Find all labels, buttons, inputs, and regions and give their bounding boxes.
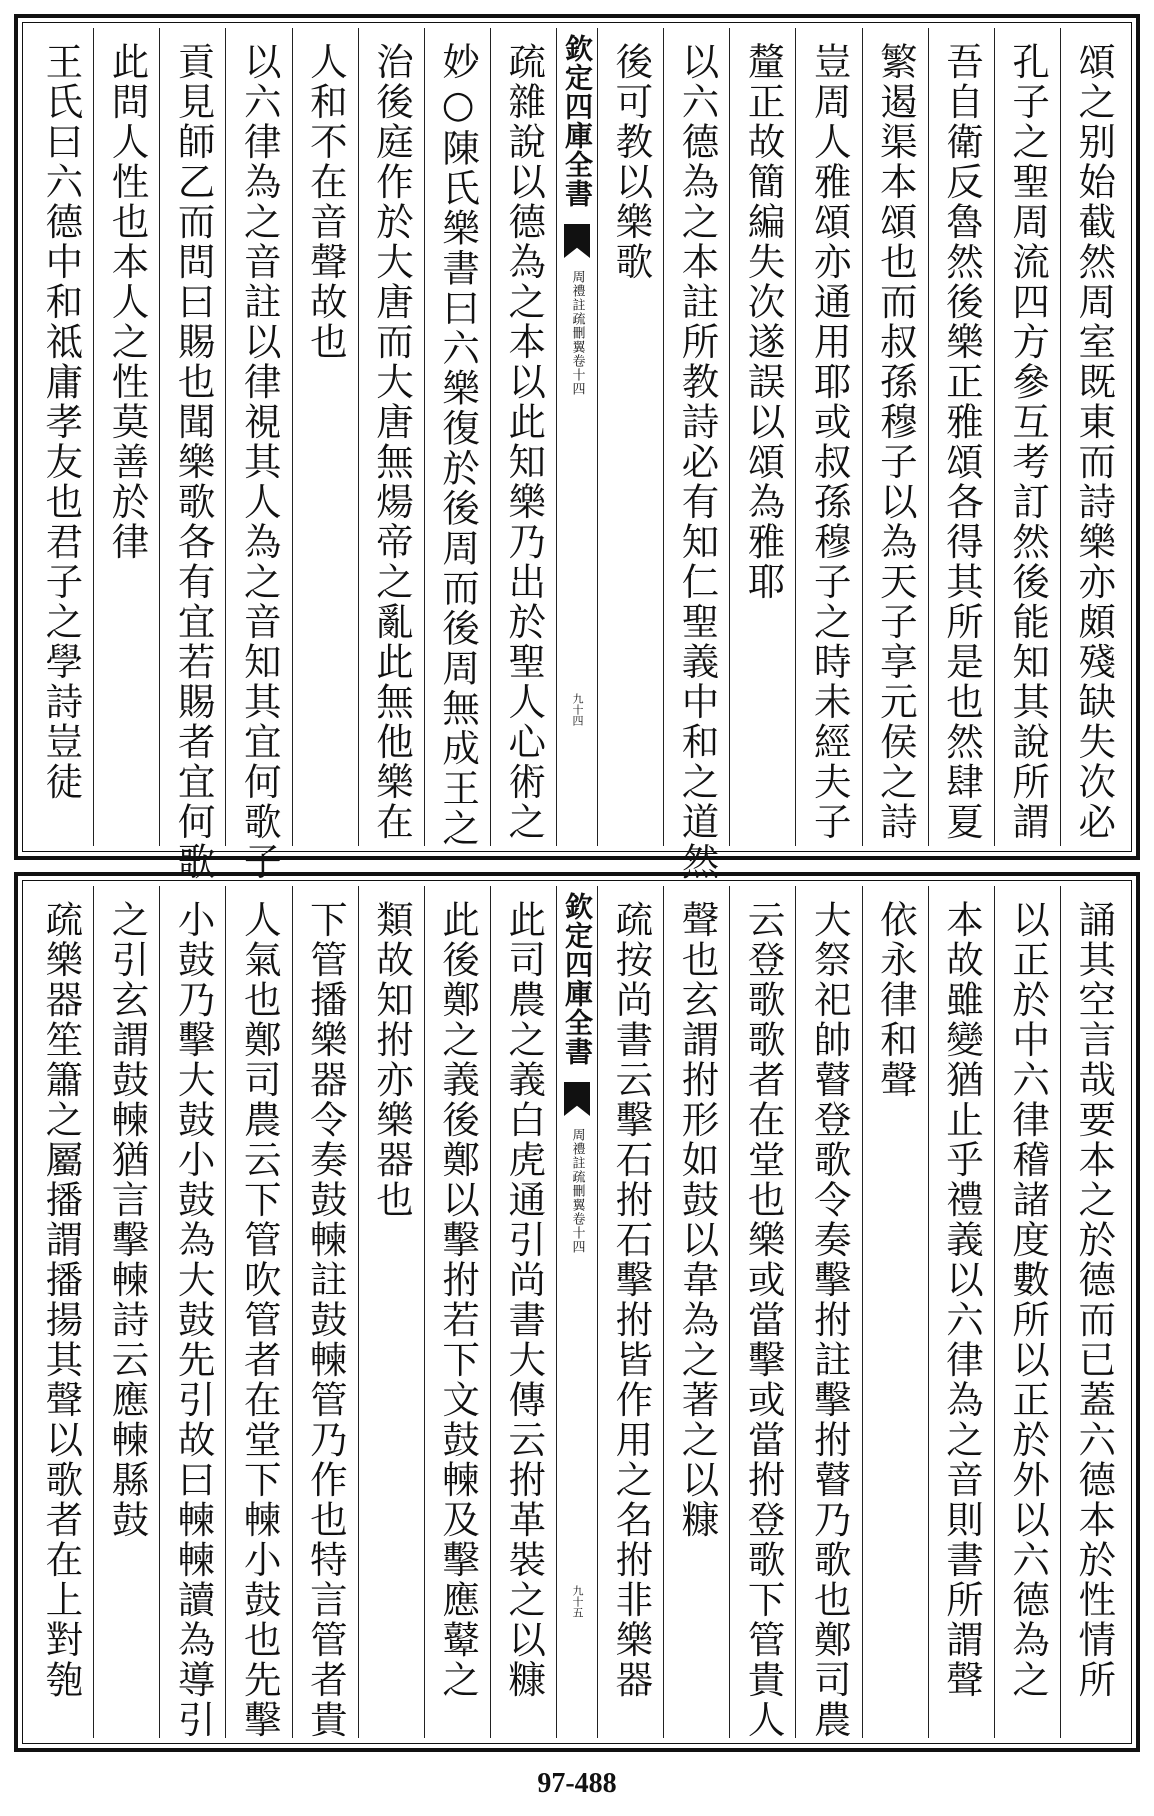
text-column: 王氏曰六德中和祗庸孝友也君子之學詩豈徒 (39, 42, 84, 802)
folio-number: 九十四 (571, 693, 584, 726)
text-column: 疏雜說以德為之本以此知樂乃出於聖人心術之 (490, 28, 556, 846)
text-column: 豈周人雅頌亦通用耶或叔孫穆子之時未經夫子 (795, 28, 861, 846)
text-column: 人氣也鄭司農云下管吹管者在堂下朄小鼓也先擊 (225, 886, 291, 1738)
book-subtitle: 周禮註疏刪翼 (569, 270, 585, 354)
book-subtitle: 周禮註疏刪翼 (569, 1128, 585, 1212)
volume-label: 卷十四 (569, 354, 585, 396)
fishtail-mark-icon (564, 224, 590, 258)
center-fold (556, 886, 597, 1738)
bottom-page (14, 872, 1140, 1752)
text-column: 以六律為之音註以律視其人為之音知其宜何歌子 (225, 28, 291, 846)
text-column: 此後鄭之義後鄭以擊拊若下文鼓朄及擊應鼙之 (424, 886, 490, 1738)
page-number: 97-488 (537, 1768, 617, 1799)
text-column: 誦其空言哉要本之於德而已蓋六德本於性情所 (1060, 886, 1126, 1738)
text-column: 後可教以樂歌 (597, 28, 663, 846)
text-column: 云登歌歌者在堂也樂或當擊或當拊登歌下管貴人 (729, 886, 795, 1738)
volume-label: 卷十四 (569, 1212, 585, 1254)
book-title: 欽定四庫全書 (561, 892, 594, 1066)
text-column: 聲也玄謂拊形如鼓以韋為之著之以糠 (663, 886, 729, 1738)
text-column: 頌之别始截然周室既東而詩樂亦頗殘缺失次必 (1060, 28, 1126, 846)
text-column: 繁遏渠本頌也而叔孫穆子以為天子享元侯之詩 (862, 28, 928, 846)
top-page (14, 14, 1140, 882)
text-column: 依永律和聲 (862, 886, 928, 1738)
text-column: 以六德為之本註所教詩必有知仁聖義中和之道然 (663, 28, 729, 846)
text-column: 類故知拊亦樂器也 (358, 886, 424, 1738)
folio-number: 九十五 (571, 1585, 584, 1618)
fishtail-mark-icon (564, 1082, 590, 1116)
text-column: 小鼓乃擊大鼓小鼓為大鼓先引故曰朄朄讀為導引 (159, 886, 225, 1738)
text-column: 本故雖變猶止乎禮義以六律為之音則書所謂聲 (928, 886, 994, 1738)
text-column: 釐正故簡編失次遂誤以頌為雅耶 (729, 28, 795, 846)
text-column: 疏按尚書云擊石拊石擊拊皆作用之名拊非樂器 (597, 886, 663, 1738)
text-column: 吾自衛反魯然後樂正雅頌各得其所是也然肆夏 (928, 28, 994, 846)
text-column: 此司農之義白虎通引尚書大傳云拊革裝之以糠 (490, 886, 556, 1738)
text-column: 貢見師乙而問曰賜也聞樂歌各有宜若賜者宜何歌 (159, 28, 225, 846)
text-column: 大祭祀帥瞽登歌令奏擊拊註擊拊瞽乃歌也鄭司農 (795, 886, 861, 1738)
text-column: 之引玄謂鼓朄猶言擊朄詩云應朄縣鼓 (93, 886, 159, 1738)
text-column: 治後庭作於大唐而大唐無煬帝之亂此無他樂在 (358, 28, 424, 846)
text-column: 人和不在音聲故也 (292, 28, 358, 846)
book-title: 欽定四庫全書 (561, 34, 594, 208)
text-column: 妙○陳氏樂書曰六樂復於後周而後周無成王之 (424, 28, 490, 846)
center-fold (556, 28, 597, 846)
text-column: 下管播樂器令奏鼓朄註鼓朄管乃作也特言管者貴 (292, 886, 358, 1738)
text-column: 以正於中六律稽諸度數所以正於外以六德為之 (994, 886, 1060, 1738)
text-column: 疏樂器笙簫之屬播謂播揚其聲以歌者在上對匏 (39, 900, 84, 1700)
text-column: 孔子之聖周流四方參互考訂然後能知其說所謂 (994, 28, 1060, 846)
text-column: 此問人性也本人之性莫善於律 (93, 28, 159, 846)
